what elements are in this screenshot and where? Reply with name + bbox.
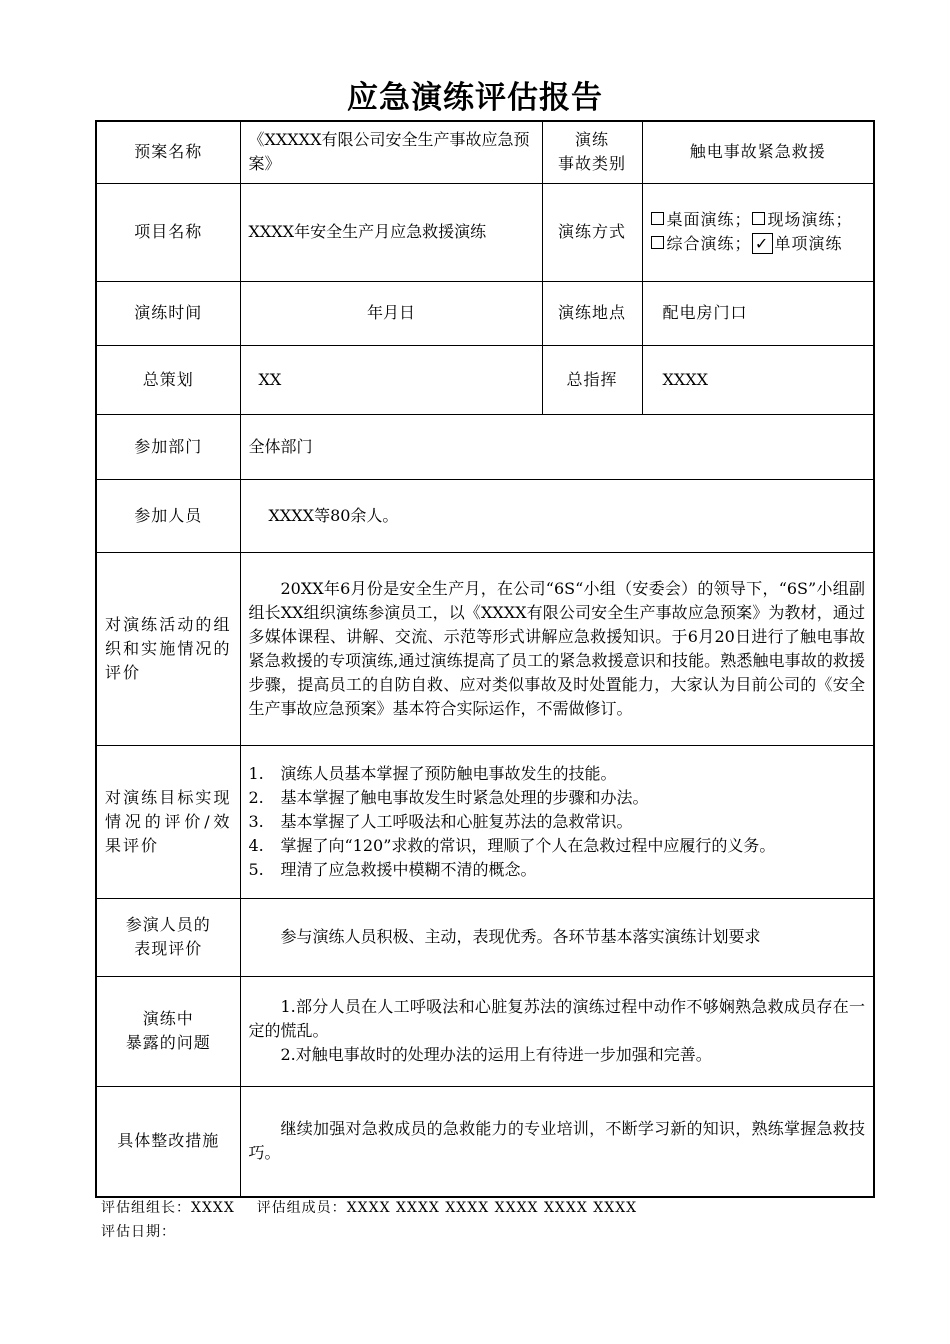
check-mark-icon: ✓	[754, 234, 770, 253]
planner-label: 总策划	[96, 345, 240, 414]
single-label: 单项演练	[774, 234, 843, 253]
row-time	[96, 281, 874, 345]
time-label: 演练时间	[96, 281, 240, 345]
project-name-label: 项目名称	[96, 183, 240, 281]
drill-type-label	[542, 121, 642, 183]
personnel-value: XXXX等80余人。	[240, 479, 874, 552]
row-goal-eval	[96, 745, 874, 898]
issues-value	[240, 976, 874, 1086]
commander-label: 总指挥	[542, 345, 642, 414]
issue-item: 2.对触电事故时的处理办法的运用上有待进一步加强和完善。	[280, 1045, 712, 1064]
drill-type-label-line2: 事故类别	[557, 154, 626, 174]
method-options	[642, 183, 874, 281]
performance-value: 参与演练人员积极、主动，表现优秀。各环节基本落实演练计划要求	[240, 898, 874, 976]
onsite-checkbox[interactable]	[752, 212, 765, 225]
list-item: 3. 基本掌握了人工呼吸法和心脏复苏法的急救常识。	[248, 811, 633, 831]
issue-item: 1.部分人员在人工呼吸法和心脏复苏法的演练过程中动作不够娴熟急救成员存在一定的慌乱。	[248, 997, 865, 1040]
drill-type-value: 触电事故紧急救援	[642, 121, 874, 183]
goal-eval-list-cell	[240, 745, 874, 898]
members-label: 评估组成员：	[256, 1200, 347, 1216]
commander-value: XXXX	[642, 345, 874, 414]
plan-name-label: 预案名称	[96, 121, 240, 183]
measures-value: 继续加强对急救成员的急救能力的专业培训，不断学习新的知识，熟练掌握急救技巧。	[240, 1086, 874, 1197]
goal-eval-list	[249, 762, 866, 882]
performance-label: 参演人员的 表现评价	[96, 898, 240, 976]
project-name-value: XXXX年安全生产月应急救援演练	[240, 183, 542, 281]
location-label: 演练地点	[542, 281, 642, 345]
planner-value: XX	[240, 345, 542, 414]
row-performance	[96, 898, 874, 976]
onsite-label: 现场演练；	[767, 210, 853, 229]
footer-evaluators	[101, 1198, 637, 1218]
list-item: 4. 掌握了向“120”求救的常识，理顺了个人在急救过程中应履行的义务。	[248, 835, 776, 855]
single-checkbox-checked[interactable]	[752, 233, 773, 254]
combined-checkbox[interactable]	[651, 236, 664, 249]
evaluation-table	[95, 120, 875, 1198]
list-item: 1. 演练人员基本掌握了预防触电事故发生的技能。	[248, 763, 617, 783]
leader-label: 评估组组长：	[101, 1200, 191, 1216]
method-label: 演练方式	[542, 183, 642, 281]
personnel-label: 参加人员	[96, 479, 240, 552]
org-eval-label: 对演练活动的组织和实施情况的评价	[96, 552, 240, 745]
location-value: 配电房门口	[642, 281, 874, 345]
tabletop-checkbox[interactable]	[651, 212, 664, 225]
page-title: 应急演练评估报告	[347, 80, 603, 116]
drill-type-label-line1: 演练	[574, 130, 609, 150]
departments-value: 全体部门	[240, 414, 874, 479]
date-label: 评估日期：	[101, 1224, 176, 1240]
list-item: 5. 理清了应急救援中模糊不清的概念。	[248, 859, 537, 879]
measures-label: 具体整改措施	[96, 1086, 240, 1197]
members-value: XXXX XXXX XXXX XXXX XXXX XXXX	[346, 1200, 638, 1216]
row-issues	[96, 976, 874, 1086]
issues-label: 演练中 暴露的问题	[96, 976, 240, 1086]
footer-date	[101, 1222, 176, 1242]
row-project-name	[96, 183, 874, 281]
leader-value: XXXX	[191, 1200, 235, 1216]
departments-label: 参加部门	[96, 414, 240, 479]
row-planner	[96, 345, 874, 414]
plan-name-value: 《XXXXX有限公司安全生产事故应急预案》	[240, 121, 542, 183]
row-departments	[96, 414, 874, 479]
combined-label: 综合演练；	[666, 234, 752, 253]
row-plan-name	[96, 121, 874, 183]
row-measures	[96, 1086, 874, 1197]
list-item: 2. 基本掌握了触电事故发生时紧急处理的步骤和办法。	[248, 787, 649, 807]
time-value: 年月日	[240, 281, 542, 345]
row-personnel	[96, 479, 874, 552]
row-org-eval	[96, 552, 874, 745]
org-eval-value: 20XX年6月份是安全生产月，在公司“6S“小组（安委会）的领导下，“6S”小组副组长XX组织演练参演员工，以《XXXX有限公司安全生产事故应急预案》为教材，通过多媒体课程、讲解、交流、示范等形式讲解应急救援知识。于6月20日进行了触电事故紧急救援的专项演练,通过演练提高了员工的紧急救援意识和技能。熟悉触电事故的救援步骤，提高员工的自防自救、应对类似事故及时处置能力，大家认为目前公司的《安全生产事故应急预案》基本符合实际运作，不需做修订。	[240, 552, 874, 745]
goal-eval-label: 对演练目标实现情况的评价/效果评价	[96, 745, 240, 898]
tabletop-label: 桌面演练；	[666, 210, 752, 229]
